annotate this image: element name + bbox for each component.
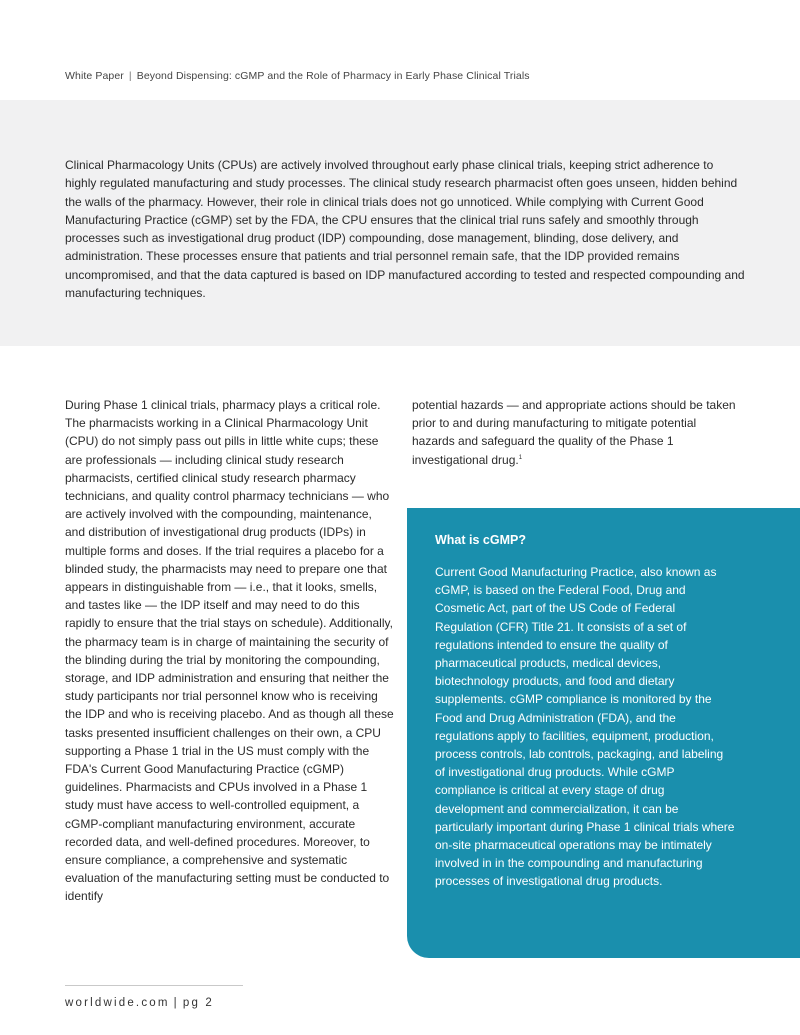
page-footer — [65, 997, 214, 1009]
footnote-marker: 1 — [518, 454, 523, 461]
footer-separator: | — [173, 997, 179, 1009]
running-header — [65, 70, 530, 82]
page-number: pg 2 — [182, 997, 215, 1009]
callout-title: What is cGMP? — [435, 533, 526, 547]
header-separator: | — [128, 70, 132, 82]
intro-paragraph: Clinical Pharmacology Units (CPUs) are actively involved throughout early phase clinical trials, keeping strict adherence to highly regulated manufacturing and study processes. The clinical study research pharmacist often goes unseen, hidden behind the walls of the pharmacy. However, their role in clinical trials does not go unnoticed. While complying with Current Good Manufacturing Practice (cGMP) set by the FDA, the CPU ensures that the clinical trial runs safely and smoothly through processes such as investigational drug product (IDP) compounding, dose management, blinding, dose delivery, and administration. These processes ensure that patients and trial personnel remain safe, that the IDP provided remains uncompromised, and that the data captured is based on IDP manufactured according to tested and respected compounding and manufacturing techniques. — [65, 158, 745, 301]
body-right-text: potential hazards — and appropriate actions should be taken prior to and during manufacturing to mitigate potential hazards and safeguard the quality of the Phase 1 investigational drug. — [412, 398, 736, 467]
body-left-column: During Phase 1 clinical trials, pharmacy plays a critical role. The pharmacists working in a Clinical Pharmacology Unit (CPU) do not simply pass out pills in little white cups; these are professionals — including clinical study research pharmacists, certified clinical study research pharmacy technicians, and quality control pharmacy technicians — who are actively involved with the compounding, maintenance, and distribution of investigational drug products (IDPs) in multiple forms and doses. If the trial requires a placebo for a blinded study, the pharmacists may need to prepare one that appears in distinguishable from — i.e., that it looks, smells, and tastes like — the IDP itself and may need to do this rapidly to ensure that the trial stays on schedule). Additionally, the pharmacy team is in charge of maintaining the security of the blinding during the trial by monitoring the compounding, storage, and IDP administration and ensuring that neither the study participants nor trial personnel know who is receiving the IDP and who is receiving placebo. And as though all these tasks presented insufficient challenges on their own, a CPU supporting a Phase 1 trial in the US must comply with the FDA's Current Good Manufacturing Practice (cGMP) guidelines. Pharmacists and CPUs involved in a Phase 1 study must have access to well-controlled equipment, a cGMP-compliant manufacturing environment, accurate recorded data, and well-defined procedures. Moreover, to ensure compliance, a comprehensive and systematic evaluation of the manufacturing setting must be conducted to identify — [65, 398, 394, 904]
footer-site-link[interactable]: worldwide.com — [65, 997, 170, 1009]
callout-body: Current Good Manufacturing Practice, also known as cGMP, is based on the Federal Food, Drug and Cosmetic Act, part of the US Code of Federal Regulation (CFR) Title 21. It consists of a set of regulations intended to ensure the quality of pharmaceutical products, medical devices, biotechnology products, and food and dietary supplements. cGMP compliance is monitored by the Food and Drug Administration (FDA), and the regulations apply to facilities, equipment, production, process controls, lab controls, packaging, and labeling of investigational drug products. While cGMP compliance is critical at every stage of drug development and commercialization, it can be particularly important during Phase 1 clinical trials where on-site pharmaceutical operations may be intimately involved in in the compounding and manufacturing processes of investigational drug products. — [435, 565, 735, 889]
document-title: Beyond Dispensing: cGMP and the Role of Pharmacy in Early Phase Clinical Trials — [136, 70, 530, 82]
cgmp-callout-box — [407, 508, 800, 958]
doc-type-label: White Paper — [65, 70, 124, 82]
body-right-column — [412, 396, 742, 469]
footer-divider — [65, 985, 243, 986]
